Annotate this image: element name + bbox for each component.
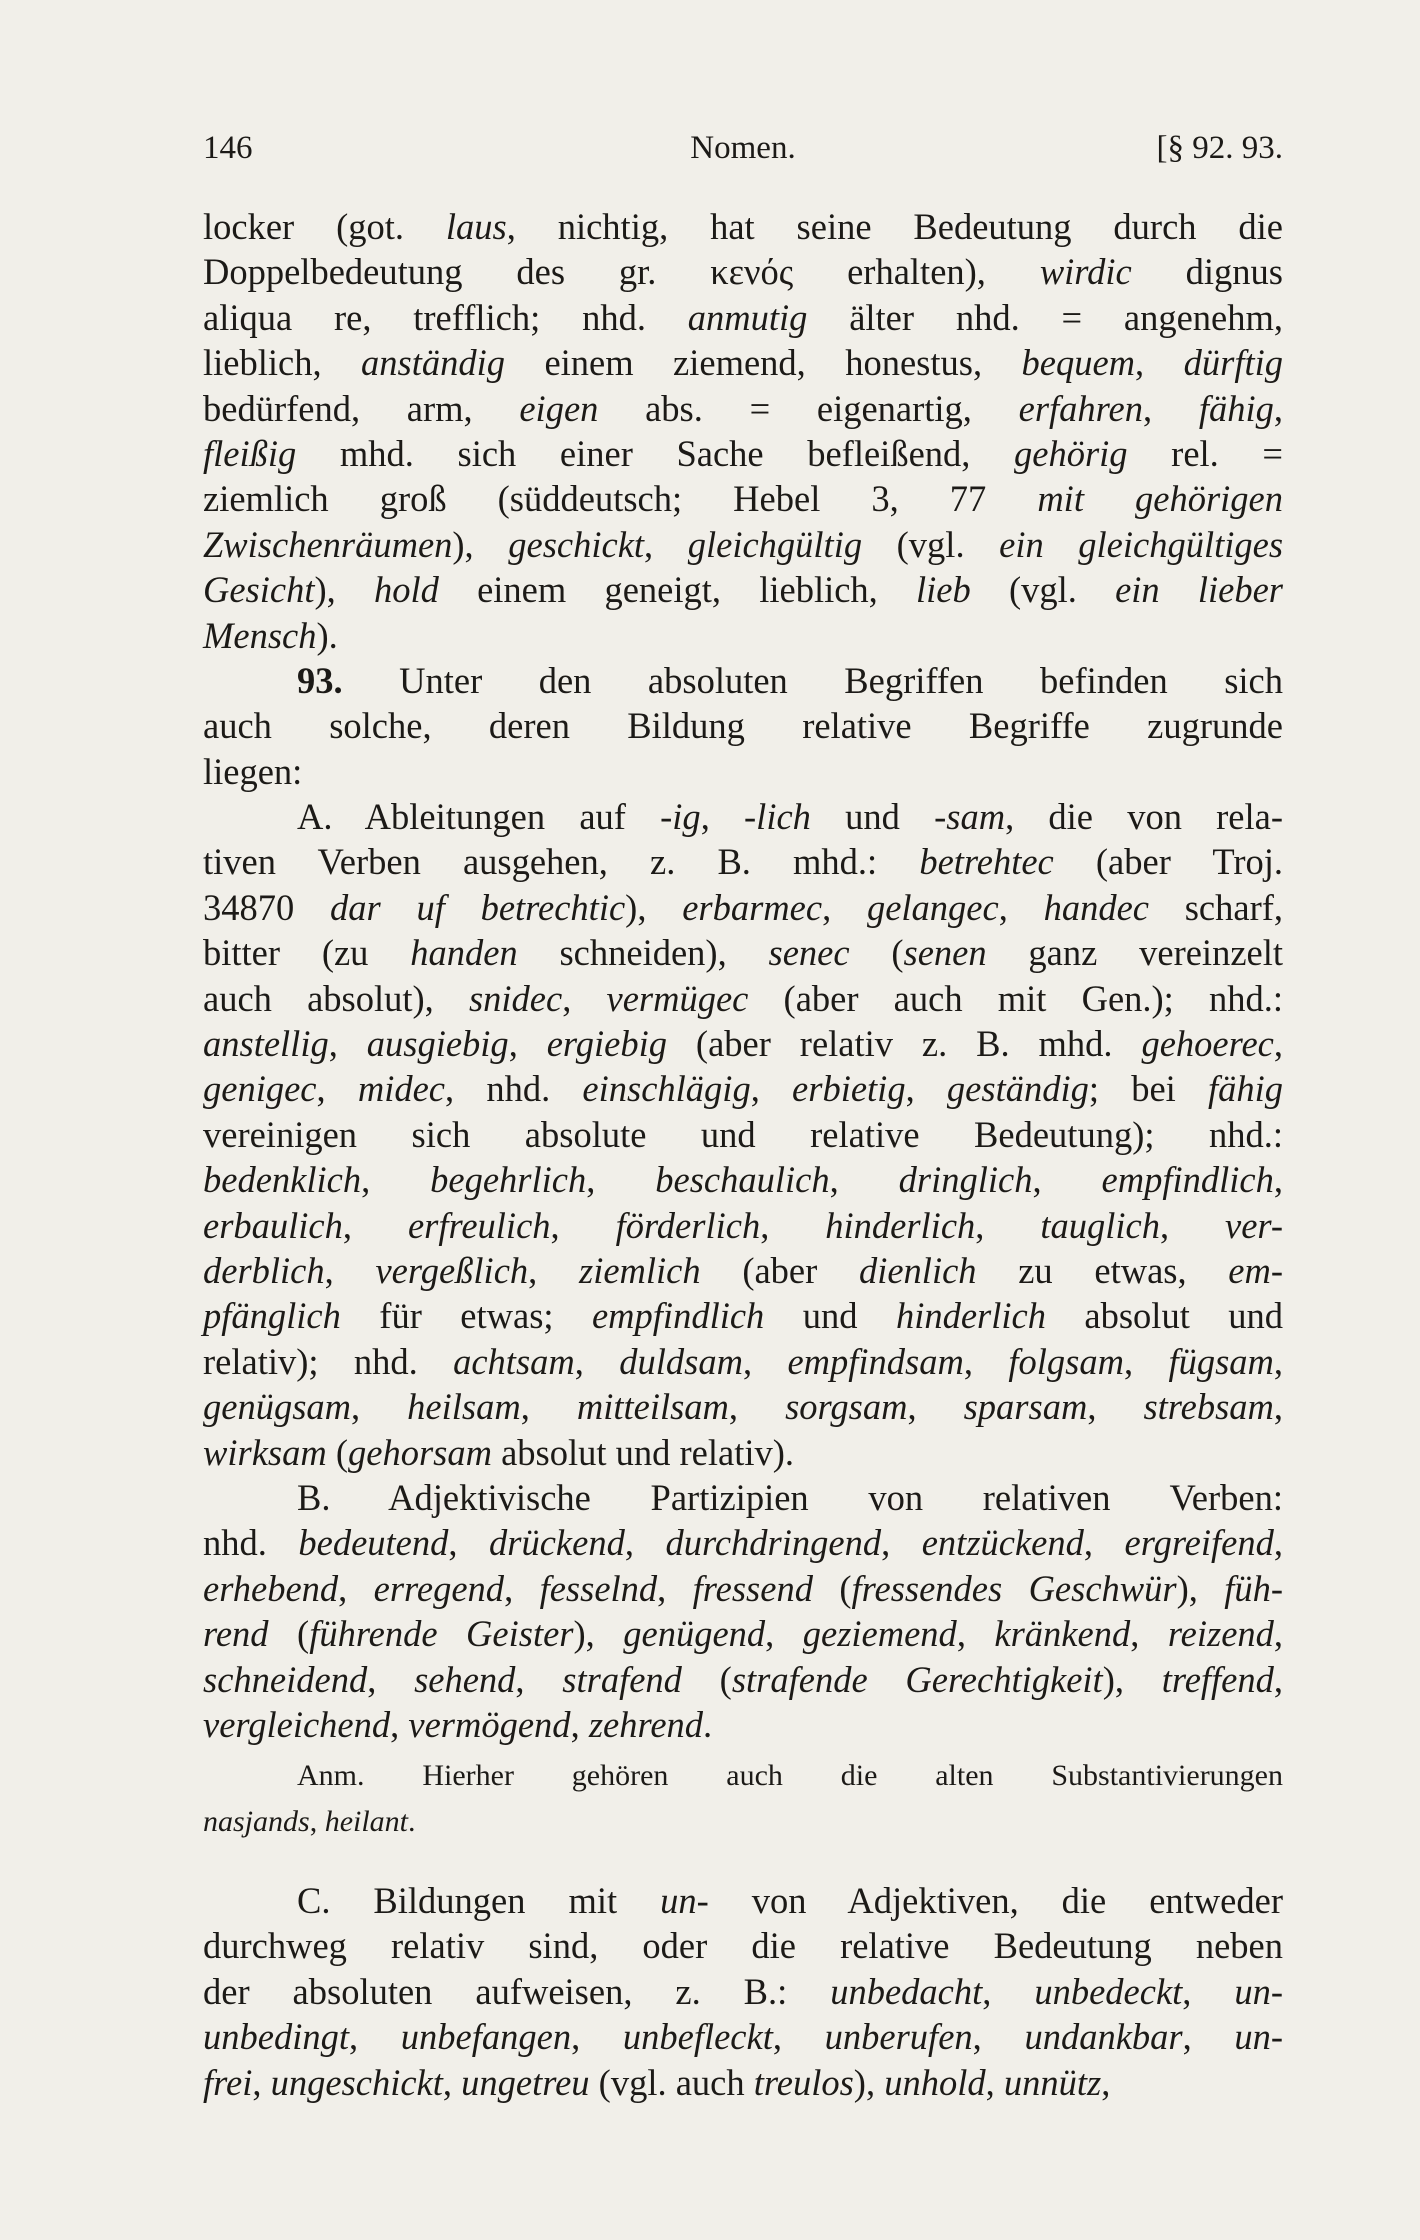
text-run: , [1273,1159,1283,1201]
italic-term: bedenklich [203,1159,362,1201]
text-run: , [907,1386,964,1428]
text-run: , [1182,1970,1235,2012]
text-line [203,1753,1283,1798]
text-run: ( [326,1431,348,1473]
text-run: , [963,1340,1009,1382]
italic-term: handen [410,932,518,974]
italic-term: unberufen [824,2016,973,2058]
text-run: , [1130,1613,1168,1655]
text-run: der absoluten aufweisen, z. B.: [203,1970,831,2012]
text-run: locker (got. [203,206,446,247]
italic-term: begehrlich [430,1159,587,1201]
italic-term: fähig [1208,1068,1284,1110]
text-run: . [408,1804,416,1838]
text-line [203,976,1283,1021]
text-run: B. Adjektivische Partizipien von relativen Verben: [297,1476,1283,1518]
italic-term: mitteilsam [576,1386,729,1428]
text-run: , [348,2016,401,2058]
text-line [203,431,1283,476]
italic-term: dringlich [898,1159,1033,1201]
text-run: , [571,2016,623,2058]
italic-term: anstellig [203,1023,329,1065]
text-run: , [644,523,688,565]
text-run: , [324,1249,376,1291]
italic-term: erhebend [203,1567,339,1609]
italic-term: heilsam [407,1386,521,1428]
text-run: , [742,1340,788,1382]
text-run: , [772,2016,825,2058]
text-run: bitter (zu [203,932,411,974]
italic-term: wirksam [203,1431,327,1473]
text-line [203,885,1283,930]
italic-term: bequem [1021,342,1136,384]
italic-term: ergiebig [546,1023,668,1065]
italic-term: wirdic [1039,251,1132,293]
text-run: ), [573,1613,624,1655]
text-line [203,295,1283,340]
text-line [203,1657,1283,1702]
text-run: , [750,1068,793,1110]
text-line [203,658,1283,703]
text-run: (aber Troj. [1053,841,1283,883]
text-run: , [367,1658,415,1700]
text-line [203,1157,1283,1202]
text-line [203,1969,1283,2014]
text-run: A. Ableitungen auf [297,796,661,838]
text-run: , [390,1703,409,1745]
text-run: C. Bildungen mit [297,1880,661,1922]
italic-term: ungetreu [461,2061,590,2103]
text-line [203,1566,1283,1611]
text-run: ( [268,1613,310,1655]
italic-term: treffend [1161,1658,1274,1700]
italic-term: un- [660,1880,709,1922]
italic-term: einschlägig [582,1068,751,1110]
text-run: , [829,1159,899,1201]
text-run: bedürfend, arm, [203,387,520,429]
text-run: , [760,1204,826,1246]
text-run: ( [681,1658,732,1700]
text-run: relativ); nhd. [203,1340,454,1382]
italic-term: achtsam [453,1340,575,1382]
text-line [203,1430,1283,1475]
text-run: , [1032,1159,1102,1201]
text-line [203,476,1283,521]
italic-term: vergeßlich [375,1249,529,1291]
italic-term: laus [445,206,507,247]
italic-term: erbaulich [203,1204,343,1246]
italic-term: erbietig [792,1068,906,1110]
text-run: Unter den absoluten Begriffen befinden sich [399,659,1283,701]
text-run: , [1273,1522,1283,1564]
text-run: , [982,1970,1035,2012]
text-run: , [508,1023,547,1065]
text-run: , [562,977,607,1019]
text-run: absolut und relativ). [491,1431,795,1473]
text-run: , [351,1386,408,1428]
italic-term: füh- [1224,1567,1284,1609]
text-run: , [956,1613,995,1655]
text-run: , [448,1522,490,1564]
italic-term: undankbar [1024,2016,1183,2058]
italic-term: reizend [1167,1613,1274,1655]
italic-term: genügsam [203,1386,352,1428]
text-run: , [328,1023,367,1065]
text-run: , [972,2016,1025,2058]
text-run: , [822,886,867,928]
italic-term: nasjands [203,1804,310,1838]
text-run: , [975,1204,1041,1246]
text-run: ziemlich groß (süddeutsch; Hebel 3, 77 [203,478,1038,520]
italic-term: ein lieber [1115,569,1284,611]
text-run: ( [812,1567,852,1609]
text-run: , [520,1386,577,1428]
text-run: , [1143,387,1199,429]
header-section: [§ 92. 93. [1156,130,1283,166]
text-run: , [881,1522,922,1564]
text-run: ), [1176,1567,1225,1609]
italic-term: vermögend [408,1703,571,1745]
italic-term: gehorsam [348,1431,492,1473]
text-line [203,1702,1283,1747]
text-run: , [624,1522,666,1564]
italic-term: senec [768,932,850,974]
italic-term: geständig [946,1068,1089,1110]
text-run: , [1159,1204,1225,1246]
text-run: , [550,1204,616,1246]
text-run: (vgl. [862,523,1000,565]
italic-term: zehrend [588,1703,704,1745]
text-run: , [1273,1340,1284,1382]
text-line [203,1799,1283,1844]
italic-term: gehoerec [1141,1023,1274,1065]
text-line [203,1066,1283,1111]
text-run: . [703,1703,713,1745]
text-run: auch solche, deren Bildung relative Begriffe zugrunde [203,705,1283,747]
text-run: , [1083,1522,1125,1564]
text-run: scharf, [1148,886,1284,928]
text-run: (aber relativ z. B. mhd. [667,1023,1142,1065]
text-run: , [1273,1023,1283,1065]
text-run: ganz vereinzelt [986,932,1284,974]
italic-term: mit gehörigen [1037,478,1284,520]
italic-term: handec [1043,886,1149,928]
italic-term: -lich [744,796,811,838]
text-run: lieblich, [203,342,362,384]
text-run: , [586,1159,656,1201]
text-line [203,1384,1283,1429]
italic-term: unnütz [1003,2061,1102,2103]
italic-term: empfindlich [591,1295,765,1337]
italic-term: snidec [468,977,563,1019]
italic-term: strafende Gerechtigkeit [731,1658,1103,1700]
text-line [203,930,1283,975]
italic-term: unbefleckt [622,2016,773,2058]
text-run: (aber [700,1249,859,1291]
italic-term: drückend [489,1522,625,1564]
italic-term: schneidend [203,1658,368,1700]
italic-term: hold [373,569,439,611]
text-run: (vgl. auch [589,2061,754,2103]
text-line [203,1520,1283,1565]
text-run: , [309,1804,325,1838]
text-run: , [998,886,1044,928]
italic-term: vermügec [606,977,749,1019]
text-line [203,1112,1283,1157]
italic-term: -ig [660,796,701,838]
text-run: vereinigen sich absolute und relative Bedeutung); nhd.: [203,1113,1283,1155]
text-line [203,749,1283,794]
italic-term: em- [1228,1249,1284,1291]
text-run: , [442,2061,462,2103]
text-run: , [1123,1340,1169,1382]
italic-term: eigen [519,387,599,429]
italic-term: duldsam [619,1340,743,1382]
italic-term: empfindsam [787,1340,964,1382]
text-run: liegen: [203,750,303,792]
italic-term: hinderlich [895,1295,1046,1337]
text-run: ), [853,2061,885,2103]
text-run: ), [452,523,509,565]
text-run: und [810,796,935,838]
italic-term: erregend [373,1567,505,1609]
text-run: tiven Verben ausgehen, z. B. mhd.: [203,841,920,883]
text-run: , [528,1249,579,1291]
italic-term: Zwischenräumen [203,523,453,565]
italic-term: sehend [414,1658,516,1700]
italic-term: durchdringend [665,1522,882,1564]
text-run: , [338,1567,374,1609]
text-run: für etwas; [340,1295,592,1337]
italic-term: führende Geister [309,1613,574,1655]
italic-term: erfreulich [407,1204,551,1246]
text-line [203,794,1283,839]
text-run: ; bei [1088,1068,1209,1110]
italic-term: gelangec [866,886,999,928]
italic-term: Gesicht [203,569,315,611]
italic-term: gehörig [1014,432,1128,474]
text-run: dignus [1131,251,1283,293]
text-line [203,613,1283,658]
italic-term: beschaulich [655,1159,830,1201]
page-body [203,204,1283,2105]
italic-term: unbefangen [400,2016,572,2058]
italic-term: fressendes Geschwür [851,1567,1177,1609]
text-line [203,204,1283,249]
italic-term: ziemlich [578,1249,701,1291]
text-run: einem ziemend, honestus, [505,342,1022,384]
text-run: , [504,1567,540,1609]
header-title: Nomen. [690,130,796,166]
italic-term: frei [203,2061,253,2103]
italic-term: strebsam [1143,1386,1274,1428]
italic-term: geschickt [508,523,645,565]
italic-term: -sam [934,796,1006,838]
text-run: , [252,2061,271,2103]
italic-term: heilant [324,1804,409,1838]
text-line [203,1475,1283,1520]
text-run: , [361,1159,431,1201]
italic-term: gleichgültig [687,523,863,565]
italic-term: unbedacht [830,1970,983,2012]
text-run: ). [316,614,338,656]
text-run: Doppelbedeutung des gr. κενός erhalten), [203,251,1040,293]
text-run: ), [314,569,374,611]
italic-term: dar uf betrechtic [330,886,626,928]
text-run: abs. = eigenartig, [598,387,1019,429]
page-number: 146 [203,130,253,166]
text-run: , [316,1068,358,1110]
italic-term: midec [357,1068,445,1110]
italic-term: unhold [884,2061,986,2103]
text-run: ( [849,932,904,974]
text-run: , [1182,2016,1235,2058]
text-run: , [1087,1386,1144,1428]
italic-term: fressend [692,1567,813,1609]
text-run: einem geneigt, lieblich, [438,569,917,611]
text-run: , [765,1613,803,1655]
italic-term: ausgiebig [366,1023,509,1065]
italic-term: ergreifend [1124,1522,1274,1564]
italic-term: ungeschickt [270,2061,443,2103]
text-line [203,1203,1283,1248]
italic-term: geziemend [802,1613,957,1655]
text-run: schneiden), [517,932,769,974]
text-run: 34870 [203,886,330,928]
text-line [203,1248,1283,1293]
text-run: von Adjektiven, die entweder [708,1880,1283,1922]
italic-term: dienlich [858,1249,977,1291]
text-run: , [1273,387,1283,429]
text-line [203,1021,1283,1066]
text-run: rel. = [1127,432,1283,474]
italic-term: fesselnd [539,1567,658,1609]
text-run: , [515,1658,563,1700]
section-number: 93. [297,659,343,701]
italic-term: kränkend [994,1613,1131,1655]
text-line [203,703,1283,748]
italic-term: genigec [203,1068,317,1110]
italic-term: treulos [753,2061,854,2103]
text-run: , [700,796,745,838]
text-run: Anm. Hierher gehören auch die alten Substantivierungen [297,1759,1283,1793]
italic-term: fleißig [203,432,297,474]
italic-term: unbedeckt [1034,1970,1183,2012]
italic-term: pfänglich [203,1295,341,1337]
italic-term: bedeutend [298,1522,449,1564]
italic-term: un- [1234,1970,1284,2012]
text-run: absolut und [1045,1295,1284,1337]
italic-term: empfindlich [1101,1159,1274,1201]
text-line [203,522,1283,567]
italic-term: betrehtec [919,841,1054,883]
text-run: (vgl. [970,569,1116,611]
text-run: auch absolut), [203,977,469,1019]
text-line [203,1923,1283,1968]
italic-term: fügsam [1168,1340,1274,1382]
italic-term: lieb [916,569,971,611]
italic-term: förderlich [615,1204,761,1246]
text-run: , nhd. [445,1068,583,1110]
text-run: zu etwas, [976,1249,1229,1291]
text-run: und [764,1295,896,1337]
text-run: , [1273,1386,1284,1428]
italic-term: erfahren [1018,387,1143,429]
text-line [203,1611,1283,1656]
text-run: , [342,1204,408,1246]
italic-term: tauglich [1040,1204,1160,1246]
italic-term: vergleichend [203,1703,391,1745]
text-run: älter nhd. = angenehm, [807,296,1284,338]
italic-term: senen [903,932,987,974]
italic-term: unbedingt [203,2016,349,2058]
text-line [203,386,1283,431]
italic-term: sparsam [963,1386,1088,1428]
italic-term: dürftig [1183,342,1283,384]
italic-term: genügend [623,1613,766,1655]
text-run: (aber auch mit Gen.); nhd.: [748,977,1283,1019]
text-run: , nichtig, hat seine Bedeutung durch die [506,206,1283,247]
text-run: , [570,1703,589,1745]
text-run: , [728,1386,786,1428]
text-run: nhd. [203,1522,299,1564]
text-line [203,1339,1283,1384]
text-line [203,567,1283,612]
italic-term: Mensch [203,614,317,656]
text-run: , die von rela- [1005,796,1284,838]
italic-term: sorgsam [785,1386,908,1428]
italic-term: ver- [1225,1204,1284,1246]
text-line [203,1293,1283,1338]
text-run: ), [625,886,683,928]
running-header [203,126,1283,170]
italic-term: rend [203,1613,269,1655]
text-run: , [1273,1613,1284,1655]
italic-term: erbarmec [682,886,823,928]
italic-term: anständig [361,342,506,384]
text-run: , [985,2061,1004,2103]
italic-term: un- [1234,2016,1284,2058]
text-run: ), [1102,1658,1162,1700]
text-run: aliqua re, trefflich; nhd. [203,296,688,338]
italic-term: derblich [203,1249,325,1291]
text-run: , [905,1068,947,1110]
text-run: , [657,1567,693,1609]
italic-term: entzückend [921,1522,1084,1564]
text-line [203,340,1283,385]
text-run: , [1135,342,1184,384]
text-run: mhd. sich einer Sache befleißend, [296,432,1015,474]
italic-term: hinderlich [825,1204,976,1246]
text-line [203,2014,1283,2059]
italic-term: strafend [562,1658,682,1700]
text-run: , [574,1340,620,1382]
text-run: , [1101,2061,1111,2103]
italic-term: fähig [1198,387,1274,429]
text-run: , [1273,1658,1284,1700]
text-line [203,1878,1283,1923]
text-line [203,249,1283,294]
text-line [203,2060,1283,2105]
italic-term: folgsam [1008,1340,1124,1382]
text-line [203,839,1283,884]
italic-term: ein gleichgültiges [999,523,1284,565]
italic-term: anmutig [687,296,808,338]
text-run: durchweg relativ sind, oder die relative Bedeutung neben [203,1925,1283,1967]
